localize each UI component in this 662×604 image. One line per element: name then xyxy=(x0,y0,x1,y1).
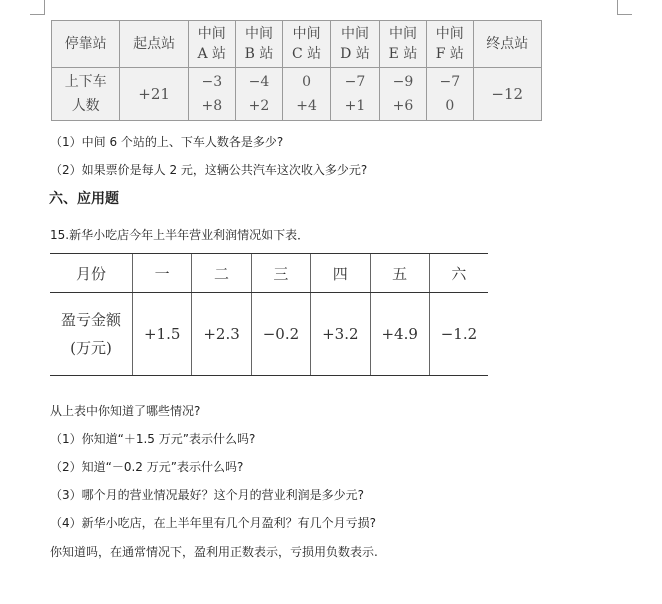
header-station-d: 中间 D 站 xyxy=(331,21,380,68)
sub-question-3: （3）哪个月的营业情况最好？这个月的营业利润是多少元? xyxy=(50,488,365,502)
intro-question: 从上表中你知道了哪些情况? xyxy=(50,404,201,418)
profit-table xyxy=(50,253,488,376)
closing-note: 你知道吗，在通常情况下，盈利用正数表示，亏损用负数表示. xyxy=(50,545,378,559)
question-2: （2）如果票价是每人 2 元，这辆公共汽车这次收入多少元? xyxy=(50,163,368,177)
month-3: 三 xyxy=(251,254,310,293)
header-end: 终点站 xyxy=(473,21,542,68)
page-corner-mark-right xyxy=(617,0,632,15)
profit-table-header-row xyxy=(50,254,488,293)
bus-table-data-row xyxy=(52,68,542,121)
bus-table-header-row xyxy=(52,21,542,68)
header-station-a: 中间 A 站 xyxy=(188,21,235,68)
month-5: 五 xyxy=(370,254,429,293)
value-month-1: +1.5 xyxy=(133,293,192,376)
header-month: 月份 xyxy=(50,254,133,293)
cell-station-f: −7 0 xyxy=(427,68,473,121)
problem-15: 15.新华小吃店今年上半年营业利润情况如下表． xyxy=(50,228,310,242)
header-station-f: 中间 F 站 xyxy=(427,21,473,68)
row-label-passengers: 上下车 人数 xyxy=(52,68,120,121)
header-start: 起点站 xyxy=(120,21,188,68)
month-1: 一 xyxy=(133,254,192,293)
cell-station-a: −3 +8 xyxy=(188,68,235,121)
cell-station-e: −9 +6 xyxy=(379,68,426,121)
row-label-amount: 盈亏金额 (万元) xyxy=(50,293,133,376)
bus-passenger-table xyxy=(51,20,542,121)
month-2: 二 xyxy=(192,254,251,293)
page-corner-mark-left xyxy=(30,0,45,15)
cell-end-value: −12 xyxy=(473,68,542,121)
value-month-6: −1.2 xyxy=(429,293,488,376)
cell-start-value: +21 xyxy=(120,68,188,121)
sub-question-1: （1）你知道“＋1.5 万元”表示什么吗? xyxy=(50,432,256,446)
month-4: 四 xyxy=(311,254,370,293)
section-title: 六、应用题 xyxy=(49,191,119,207)
sub-question-2: （2）知道“－0.2 万元”表示什么吗? xyxy=(50,460,244,474)
header-stop: 停靠站 xyxy=(52,21,120,68)
value-month-5: +4.9 xyxy=(370,293,429,376)
header-station-b: 中间 B 站 xyxy=(235,21,282,68)
cell-station-d: −7 +1 xyxy=(331,68,380,121)
profit-table-value-row xyxy=(50,293,488,376)
cell-station-b: −4 +2 xyxy=(235,68,282,121)
sub-question-4: （4）新华小吃店，在上半年里有几个月盈利？有几个月亏损? xyxy=(50,516,377,530)
cell-station-c: 0 +4 xyxy=(283,68,331,121)
value-month-4: +3.2 xyxy=(311,293,370,376)
header-station-c: 中间 C 站 xyxy=(283,21,331,68)
header-station-e: 中间 E 站 xyxy=(379,21,426,68)
value-month-3: −0.2 xyxy=(251,293,310,376)
month-6: 六 xyxy=(429,254,488,293)
question-1: （1）中间 6 个站的上、下车人数各是多少? xyxy=(50,135,284,149)
value-month-2: +2.3 xyxy=(192,293,251,376)
